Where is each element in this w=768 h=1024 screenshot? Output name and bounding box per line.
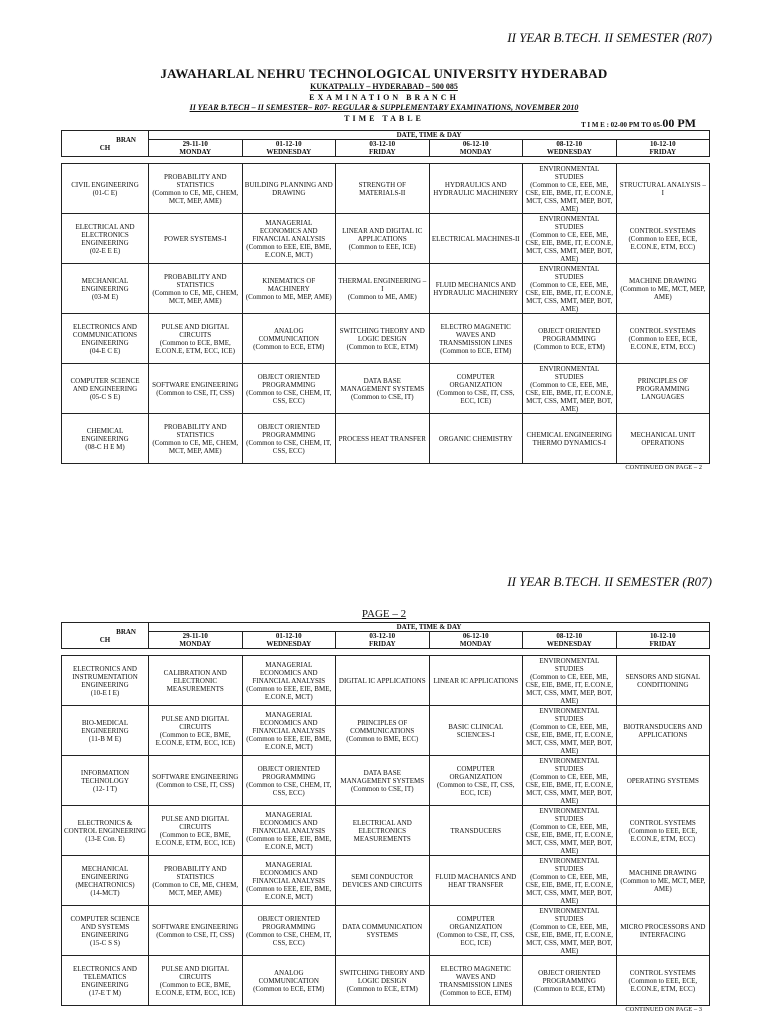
subject-cell: MICRO PROCESSORS AND INTERFACING [616, 906, 710, 956]
subject-cell: ENVIRONMENTAL STUDIES (Common to CE, EEE, ME, CSE, EIE, BME, IT, E.CON.E, MCT, CSS, MMT, MEP, BOT, AME) [523, 906, 617, 956]
table-row [62, 706, 710, 756]
date-column-header: 03-12-10 FRIDAY [336, 140, 430, 157]
subject-cell: DATA COMMUNICATION SYSTEMS [336, 906, 430, 956]
subject-cell: PULSE AND DIGITAL CIRCUITS (Common to ECE, BME, E.CON.E, ETM, ECC, ICE) [149, 956, 243, 1006]
branch-cell: BIO-MEDICAL ENGINEERING (11-B M E) [62, 706, 149, 756]
table-row [62, 414, 710, 464]
subject-cell: ENVIRONMENTAL STUDIES (Common to CE, EEE, ME, CSE, EIE, BME, IT, E.CON.E, MCT, CSS, MMT, MEP, BOT, AME) [523, 164, 617, 214]
branch-column-header: BRAN CH [62, 623, 149, 649]
subject-cell: CALIBRATION AND ELECTRONIC MEASUREMENTS [149, 656, 243, 706]
subject-cell: ENVIRONMENTAL STUDIES (Common to CE, EEE, ME, CSE, EIE, BME, IT, E.CON.E, MCT, CSS, MMT, MEP, BOT, AME) [523, 856, 617, 906]
subject-cell: ENVIRONMENTAL STUDIES (Common to CE, EEE, ME, CSE, EIE, BME, IT, E.CON.E, MCT, CSS, MMT, MEP, BOT, AME) [523, 214, 617, 264]
subject-cell: ELECTRO MAGNETIC WAVES AND TRANSMISSION LINES (Common to ECE, ETM) [429, 956, 523, 1006]
branch-cell: MECHANICAL ENGINEERING (MECHATRONICS) (14-MCT) [62, 856, 149, 906]
university-name: JAWAHARLAL NEHRU TECHNOLOGICAL UNIVERSITY HYDERABAD [160, 66, 608, 81]
date-column-header: 10-12-10 FRIDAY [616, 632, 710, 649]
subject-cell: PROBABILITY AND STATISTICS (Common to CE, ME, CHEM, MCT, MEP, AME) [149, 264, 243, 314]
subject-cell: OBJECT ORIENTED PROGRAMMING (Common to CSE, CHEM, IT, CSS, ECC) [242, 414, 336, 464]
running-header: II YEAR B.TECH. II SEMESTER (R07) [507, 30, 712, 45]
date-column-header: 03-12-10 FRIDAY [336, 632, 430, 649]
subject-cell: ENVIRONMENTAL STUDIES (Common to CE, EEE, ME, CSE, EIE, BME, IT, E.CON.E, MCT, CSS, MMT, MEP, BOT, AME) [523, 656, 617, 706]
subject-cell: ENVIRONMENTAL STUDIES (Common to CE, EEE, ME, CSE, EIE, BME, IT, E.CON.E, MCT, CSS, MMT, MEP, BOT, AME) [523, 706, 617, 756]
subject-cell: FLUID MECHANICS AND HYDRAULIC MACHINERY [429, 264, 523, 314]
branch-cell: COMPUTER SCIENCE AND SYSTEMS ENGINEERING (15-C S S) [62, 906, 149, 956]
subject-cell: CHEMICAL ENGINEERING THERMO DYNAMICS-I [523, 414, 617, 464]
date-column-header: 06-12-10 MONDAY [429, 140, 523, 157]
table-row [62, 756, 710, 806]
subject-cell: MANAGERIAL ECONOMICS AND FINANCIAL ANALYSIS (Common to EEE, EIE, BME, E.CON.E, MCT) [242, 214, 336, 264]
page-label: PAGE – 2 [361, 608, 407, 620]
subject-cell: ANALOG COMMUNICATION (Common to ECE, ETM) [242, 956, 336, 1006]
subject-cell: CONTROL SYSTEMS (Common to EEE, ECE, E.CON.E, ETM, ECC) [616, 806, 710, 856]
subject-cell: PULSE AND DIGITAL CIRCUITS (Common to ECE, BME, E.CON.E, ETM, ECC, ICE) [149, 314, 243, 364]
university-address: KUKATPALLY – HYDERABAD – 500 085 [310, 82, 458, 91]
branch-cell: ELECTRICAL AND ELECTRONICS ENGINEERING (02-E E E) [62, 214, 149, 264]
table-row [62, 264, 710, 314]
branch-cell: ELECTRONICS AND COMMUNICATIONS ENGINEERING (04-E C E) [62, 314, 149, 364]
timetable-page-2 [61, 622, 710, 1006]
subject-cell: ENVIRONMENTAL STUDIES (Common to CE, EEE, ME, CSE, EIE, BME, IT, E.CON.E, MCT, CSS, MMT, MEP, BOT, AME) [523, 364, 617, 414]
subject-cell: STRENGTH OF MATERIALS-II [336, 164, 430, 214]
subject-cell: MANAGERIAL ECONOMICS AND FINANCIAL ANALYSIS (Common to EEE, EIE, BME, E.CON.E, MCT) [242, 656, 336, 706]
subject-cell: COMPUTER ORGANIZATION (Common to CSE, IT, CSS, ECC, ICE) [429, 756, 523, 806]
subject-cell: PROBABILITY AND STATISTICS (Common to CE, ME, CHEM, MCT, MEP, AME) [149, 164, 243, 214]
subject-cell: ENVIRONMENTAL STUDIES (Common to CE, EEE, ME, CSE, EIE, BME, IT, E.CON.E, MCT, CSS, MMT, MEP, BOT, AME) [523, 806, 617, 856]
subject-cell: PULSE AND DIGITAL CIRCUITS (Common to ECE, BME, E.CON.E, ETM, ECC, ICE) [149, 806, 243, 856]
branch-cell: ELECTRONICS AND TELEMATICS ENGINEERING (17-E T M) [62, 956, 149, 1006]
table-row [62, 956, 710, 1006]
subject-cell: ELECTRICAL MACHINES-II [429, 214, 523, 264]
date-column-header: 29-11-10 MONDAY [149, 632, 243, 649]
subject-cell: COMPUTER ORGANIZATION (Common to CSE, IT, CSS, ECC, ICE) [429, 906, 523, 956]
branch-cell: MECHANICAL ENGINEERING (03-M E) [62, 264, 149, 314]
subject-cell: PROCESS HEAT TRANSFER [336, 414, 430, 464]
subject-cell: SEMI CONDUCTOR DEVICES AND CIRCUITS [336, 856, 430, 906]
subject-cell: PROBABILITY AND STATISTICS (Common to CE, ME, CHEM, MCT, MEP, AME) [149, 414, 243, 464]
subject-cell: BUILDING PLANNING AND DRAWING [242, 164, 336, 214]
subject-cell: CONTROL SYSTEMS (Common to EEE, ECE, E.CON.E, ETM, ECC) [616, 956, 710, 1006]
subject-cell: MANAGERIAL ECONOMICS AND FINANCIAL ANALYSIS (Common to EEE, EIE, BME, E.CON.E, MCT) [242, 856, 336, 906]
subject-cell: BIOTRANSDUCERS AND APPLICATIONS [616, 706, 710, 756]
subject-cell: OBJECT ORIENTED PROGRAMMING (Common to CSE, CHEM, IT, CSS, ECC) [242, 364, 336, 414]
subject-cell: SOFTWARE ENGINEERING (Common to CSE, IT, CSS) [149, 756, 243, 806]
subject-cell: STRUCTURAL ANALYSIS – I [616, 164, 710, 214]
date-column-header: 08-12-10 WEDNESDAY [523, 632, 617, 649]
branch-cell: ELECTRONICS & CONTROL ENGINEERING (13-E Con. E) [62, 806, 149, 856]
subject-cell: LINEAR AND DIGITAL IC APPLICATIONS (Common to EEE, ICE) [336, 214, 430, 264]
table-row [62, 214, 710, 264]
subject-cell: TRANSDUCERS [429, 806, 523, 856]
subject-cell: PULSE AND DIGITAL CIRCUITS (Common to ECE, BME, E.CON.E, ETM, ECC, ICE) [149, 706, 243, 756]
page-2 [0, 560, 768, 1024]
table-row [62, 164, 710, 214]
subject-cell: FLUID MACHANICS AND HEAT TRANSFER [429, 856, 523, 906]
subject-cell: OBJECT ORIENTED PROGRAMMING (Common to CSE, CHEM, IT, CSS, ECC) [242, 756, 336, 806]
subject-cell: MACHINE DRAWING (Common to ME, MCT, MEP, AME) [616, 264, 710, 314]
subject-cell: DATA BASE MANAGEMENT SYSTEMS (Common to CSE, IT) [336, 364, 430, 414]
subject-cell: LINEAR IC APPLICATIONS [429, 656, 523, 706]
page-1 [0, 0, 768, 500]
table-row [62, 856, 710, 906]
exam-time: T I M E : 02-00 PM TO 05-00 PM [581, 116, 696, 130]
continued-note: CONTINUED ON PAGE – 3 [625, 1006, 702, 1013]
branch-office: EXAMINATION BRANCH [309, 93, 459, 102]
subject-cell: OBJECT ORIENTED PROGRAMMING (Common to CSE, CHEM, IT, CSS, ECC) [242, 906, 336, 956]
table-row [62, 364, 710, 414]
subject-cell: ELECTRO MAGNETIC WAVES AND TRANSMISSION LINES (Common to ECE, ETM) [429, 314, 523, 364]
subject-cell: BASIC CLINICAL SCIENCES-I [429, 706, 523, 756]
doc-type: TIME TABLE [344, 114, 424, 123]
branch-cell: COMPUTER SCIENCE AND ENGINEERING (05-C S E) [62, 364, 149, 414]
table-row [62, 906, 710, 956]
running-header: II YEAR B.TECH. II SEMESTER (R07) [507, 574, 712, 589]
exam-title: II YEAR B.TECH – II SEMESTER– R07- REGULAR & SUPPLEMENTARY EXAMINATIONS, NOVEMBER 2010 [189, 103, 579, 112]
table-row [62, 656, 710, 706]
subject-cell: POWER SYSTEMS-I [149, 214, 243, 264]
date-column-header: 01-12-10 WEDNESDAY [242, 632, 336, 649]
subject-cell: DATA BASE MANAGEMENT SYSTEMS (Common to CSE, IT) [336, 756, 430, 806]
subject-cell: MANAGERIAL ECONOMICS AND FINANCIAL ANALYSIS (Common to EEE, EIE, BME, E.CON.E, MCT) [242, 706, 336, 756]
subject-cell: MACHINE DRAWING (Common to ME, MCT, MEP, AME) [616, 856, 710, 906]
subject-cell: PROBABILITY AND STATISTICS (Common to CE, ME, CHEM, MCT, MEP, AME) [149, 856, 243, 906]
date-group-header: DATE, TIME & DAY [149, 131, 710, 140]
subject-cell: ORGANIC CHEMISTRY [429, 414, 523, 464]
subject-cell: ENVIRONMENTAL STUDIES (Common to CE, EEE, ME, CSE, EIE, BME, IT, E.CON.E, MCT, CSS, MMT, MEP, BOT, AME) [523, 756, 617, 806]
subject-cell: MECHANICAL UNIT OPERATIONS [616, 414, 710, 464]
date-column-header: 29-11-10 MONDAY [149, 140, 243, 157]
date-column-header: 10-12-10 FRIDAY [616, 140, 710, 157]
table-row [62, 806, 710, 856]
subject-cell: OPERATING SYSTEMS [616, 756, 710, 806]
subject-cell: ELECTRICAL AND ELECTRONICS MEASUREMENTS [336, 806, 430, 856]
timetable-page-1 [61, 130, 710, 464]
subject-cell: PRINCIPLES OF COMMUNICATIONS (Common to BME, ECC) [336, 706, 430, 756]
date-column-header: 01-12-10 WEDNESDAY [242, 140, 336, 157]
branch-column-header: BRAN CH [62, 131, 149, 157]
subject-cell: COMPUTER ORGANIZATION (Common to CSE, IT, CSS, ECC, ICE) [429, 364, 523, 414]
subject-cell: MANAGERIAL ECONOMICS AND FINANCIAL ANALYSIS (Common to EEE, EIE, BME, E.CON.E, MCT) [242, 806, 336, 856]
subject-cell: CONTROL SYSTEMS (Common to EEE, ECE, E.CON.E, ETM, ECC) [616, 314, 710, 364]
branch-cell: CHEMICAL ENGINEERING (08-C H E M) [62, 414, 149, 464]
subject-cell: KINEMATICS OF MACHINERY (Common to ME, MEP, AME) [242, 264, 336, 314]
subject-cell: OBJECT ORIENTED PROGRAMMING (Common to ECE, ETM) [523, 956, 617, 1006]
date-column-header: 08-12-10 WEDNESDAY [523, 140, 617, 157]
subject-cell: SOFTWARE ENGINEERING (Common to CSE, IT, CSS) [149, 364, 243, 414]
subject-cell: SOFTWARE ENGINEERING (Common to CSE, IT, CSS) [149, 906, 243, 956]
date-column-header: 06-12-10 MONDAY [429, 632, 523, 649]
subject-cell: ANALOG COMMUNICATION (Common to ECE, ETM) [242, 314, 336, 364]
subject-cell: OBJECT ORIENTED PROGRAMMING (Common to ECE, ETM) [523, 314, 617, 364]
subject-cell: PRINCIPLES OF PROGRAMMING LANGUAGES [616, 364, 710, 414]
continued-note: CONTINUED ON PAGE – 2 [625, 464, 702, 471]
branch-cell: ELECTRONICS AND INSTRUMENTATION ENGINEERING (10-E I E) [62, 656, 149, 706]
subject-cell: SWITCHING THEORY AND LOGIC DESIGN (Common to ECE, ETM) [336, 956, 430, 1006]
subject-cell: ENVIRONMENTAL STUDIES (Common to CE, EEE, ME, CSE, EIE, BME, IT, E.CON.E, MCT, CSS, MMT, MEP, BOT, AME) [523, 264, 617, 314]
branch-cell: CIVIL ENGINEERING (01-C E) [62, 164, 149, 214]
table-row [62, 314, 710, 364]
subject-cell: THERMAL ENGINEERING – I (Common to ME, AME) [336, 264, 430, 314]
subject-cell: CONTROL SYSTEMS (Common to EEE, ECE, E.CON.E, ETM, ECC) [616, 214, 710, 264]
date-group-header: DATE, TIME & DAY [149, 623, 710, 632]
subject-cell: SWITCHING THEORY AND LOGIC DESIGN (Common to ECE, ETM) [336, 314, 430, 364]
subject-cell: SENSORS AND SIGNAL CONDITIONING [616, 656, 710, 706]
subject-cell: DIGITAL IC APPLICATIONS [336, 656, 430, 706]
branch-cell: INFORMATION TECHNOLOGY (12- I T) [62, 756, 149, 806]
subject-cell: HYDRAULICS AND HYDRAULIC MACHINERY [429, 164, 523, 214]
